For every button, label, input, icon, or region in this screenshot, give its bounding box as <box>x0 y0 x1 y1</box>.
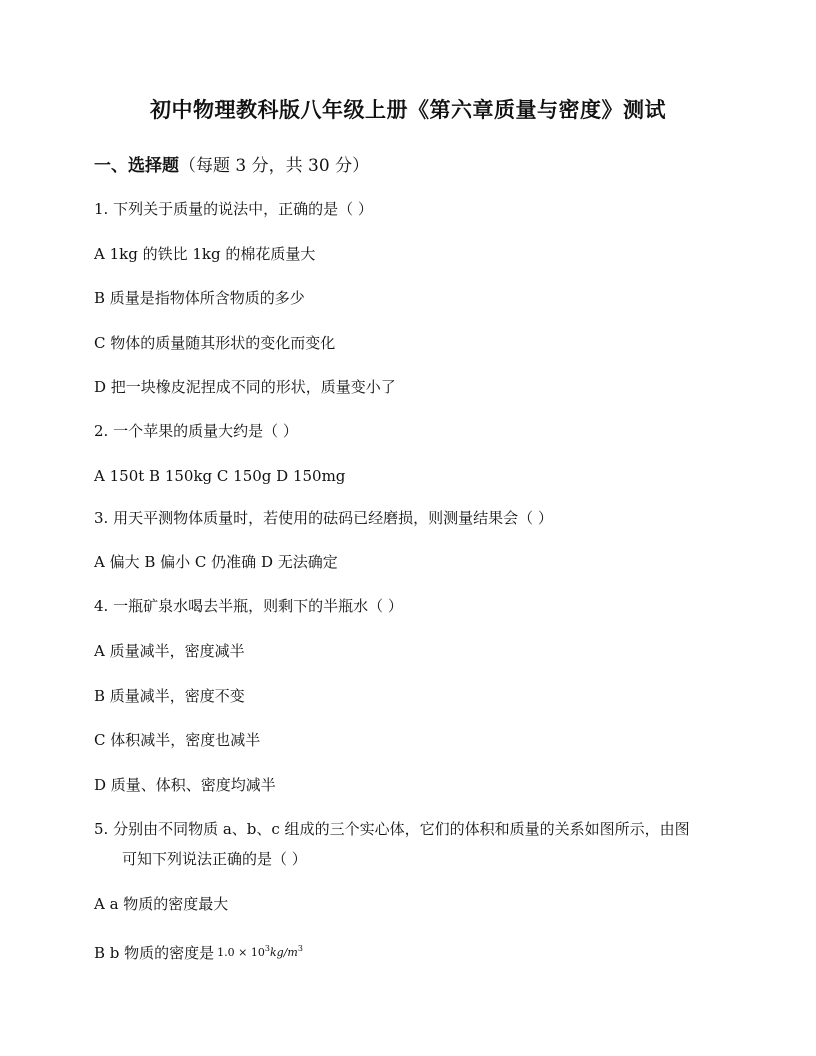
density-coefficient: 1.0 × 10 <box>217 946 265 959</box>
question-3-options: A 偏大 B 偏小 C 仍准确 D 无法确定 <box>94 553 338 571</box>
page-title: 初中物理教科版八年级上册《第六章质量与密度》测试 <box>150 97 666 122</box>
density-unit: kg/m <box>269 946 298 959</box>
question-1-option-a: A 1kg 的铁比 1kg 的棉花质量大 <box>94 245 316 263</box>
question-5-stem-line-2: 可知下列说法正确的是（ ） <box>122 850 307 868</box>
question-2-options: A 150t B 150kg C 150g D 150mg <box>94 467 346 485</box>
section-heading-note: （每题 3 分，共 30 分） <box>179 156 370 176</box>
section-heading <box>94 151 369 176</box>
question-2-stem: 2. 一个苹果的质量大约是（ ） <box>94 422 298 440</box>
question-5-option-b-label: B b 物质的密度是 <box>94 944 215 962</box>
question-4-option-a: A 质量减半，密度减半 <box>94 642 245 660</box>
question-5-option-a: A a 物质的密度最大 <box>94 895 229 913</box>
question-1-stem: 1. 下列关于质量的说法中，正确的是（ ） <box>94 200 373 218</box>
density-exponent: 3 <box>264 944 270 953</box>
question-1-option-b: B 质量是指物体所含物质的多少 <box>94 289 305 307</box>
question-5-option-b <box>94 939 303 963</box>
density-unit-exponent: 3 <box>297 944 303 953</box>
question-4-option-b: B 质量减半，密度不变 <box>94 687 245 705</box>
question-1-option-d: D 把一块橡皮泥捏成不同的形状，质量变小了 <box>94 378 396 396</box>
section-heading-label: 一、选择题 <box>94 156 179 176</box>
question-3-stem: 3. 用天平测物体质量时，若使用的砝码已经磨损，则测量结果会（ ） <box>94 509 553 527</box>
question-4-stem: 4. 一瓶矿泉水喝去半瓶，则剩下的半瓶水（ ） <box>94 597 403 615</box>
question-5-stem-line-1: 5. 分别由不同物质 a、b、c 组成的三个实心体，它们的体积和质量的关系如图所示，由图 <box>94 820 690 838</box>
question-4-option-d: D 质量、体积、密度均减半 <box>94 776 276 794</box>
question-1-option-c: C 物体的质量随其形状的变化而变化 <box>94 334 336 352</box>
question-4-option-c: C 体积减半，密度也减半 <box>94 731 261 749</box>
density-formula <box>217 946 303 959</box>
